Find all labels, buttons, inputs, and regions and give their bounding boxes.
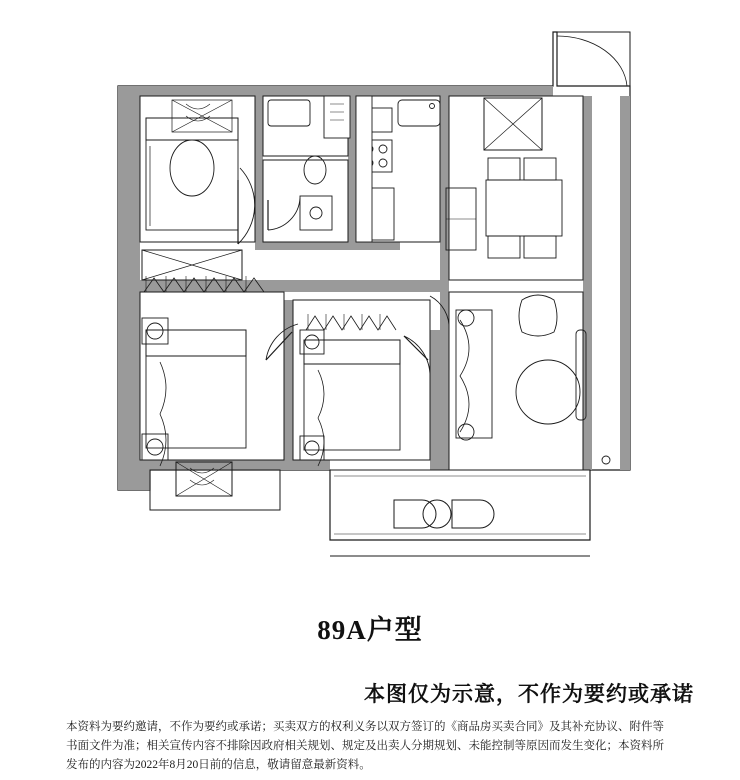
- dining-set: [446, 158, 562, 258]
- legal-text: [66, 718, 676, 775]
- legal-line-1: 本资料为要约邀请，不作为要约或承诺；买卖双方的权利义务以双方签订的《商品房买卖合同》及其补充协议、附件等: [66, 721, 664, 733]
- disclaimer-headline: 本图仅为示意，不作为要约或承诺: [364, 682, 694, 706]
- balcony-south: [330, 470, 590, 556]
- bedroom-3-furniture: [300, 314, 400, 466]
- bathroom-secondary-fixtures: [268, 100, 332, 230]
- balcony-north: [553, 32, 630, 86]
- legal-line-2: 书面文件为准；相关宣传内容不排除因政府相关规划、规定及出卖人分期规划、未能控制等原因而发生变化；本资料所: [66, 739, 664, 752]
- page-title: 89A户型: [317, 615, 423, 645]
- master-bedroom-furniture: [146, 100, 238, 230]
- bedroom-2-furniture: [142, 276, 264, 466]
- legal-line-3: 发布的内容为2022年8月20日前的信息，敬请留意最新资料。: [66, 758, 371, 771]
